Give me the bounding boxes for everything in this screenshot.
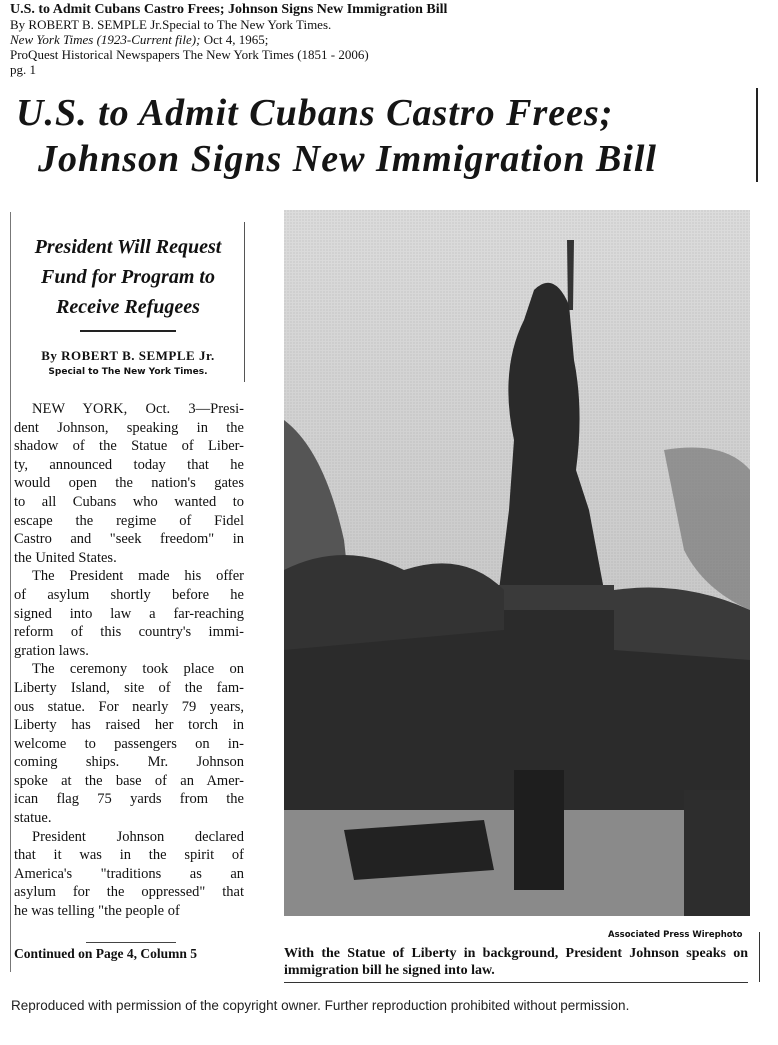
article-line: dent Johnson, speaking in the xyxy=(14,419,244,436)
article-line: the United States. xyxy=(14,549,117,566)
citation-page: pg. 1 xyxy=(10,62,36,77)
article-byline: By ROBERT B. SEMPLE Jr. xyxy=(41,348,215,363)
headline-line-2: Johnson Signs New Immigration Bill xyxy=(38,138,657,180)
article-deck xyxy=(10,232,246,322)
caption-side-rule xyxy=(759,932,760,982)
article-line: escape the regime of Fidel xyxy=(14,512,244,529)
citation-title: U.S. to Admit Cubans Castro Frees; Johnson Signs New Immigration Bill xyxy=(10,2,448,17)
article-line: ican flag 75 yards from the xyxy=(14,791,244,808)
article-line: welcome to passengers on in- xyxy=(14,735,244,752)
article-line: America's "traditions as an xyxy=(14,865,244,882)
article-line: Castro and "seek freedom" in xyxy=(14,531,244,548)
article-line: spoke at the base of an Amer- xyxy=(14,772,244,789)
article-line: he was telling "the people of xyxy=(14,903,180,920)
copyright-footer: Reproduced with permission of the copyright owner. Further reproduction prohibited without permission. xyxy=(11,998,630,1013)
article-line: of asylum shortly before he xyxy=(14,586,244,603)
citation-date: Oct 4, 1965; xyxy=(200,32,269,47)
article-line: ous statue. For nearly 79 years, xyxy=(14,698,244,715)
photo-credit: Associated Press Wirephoto xyxy=(608,930,743,940)
article-line: asylum for the oppressed" that xyxy=(14,884,244,901)
article-line: The ceremony took place on xyxy=(32,661,244,678)
statue-of-liberty-photo xyxy=(284,210,750,916)
article-column-header xyxy=(10,212,246,378)
article-body xyxy=(14,400,244,921)
headline xyxy=(0,90,770,182)
headline-line-1: U.S. to Admit Cubans Castro Frees; xyxy=(16,92,614,134)
article-line: that it was in the spirit of xyxy=(14,847,244,864)
deck-divider xyxy=(80,330,176,332)
deck-line: Fund for Program to xyxy=(41,266,215,288)
article-line: gration laws. xyxy=(14,642,89,659)
deck-line: President Will Request xyxy=(34,236,222,258)
article-line: statue. xyxy=(14,810,52,827)
article-line: Liberty Island, site of the fam- xyxy=(14,679,244,696)
article-special: Special to The New York Times. xyxy=(48,367,208,377)
citation-block xyxy=(10,2,447,77)
article-line: coming ships. Mr. Johnson xyxy=(14,754,244,771)
article-line: to all Cubans who wanted to xyxy=(14,493,244,510)
article-line: Liberty has raised her torch in xyxy=(14,717,244,734)
continued-note: Continued on Page 4, Column 5 xyxy=(14,946,198,961)
article-line: President Johnson declared xyxy=(32,828,244,845)
citation-byline: By ROBERT B. SEMPLE Jr.Special to The New York Times. xyxy=(10,17,332,32)
deck-line: Receive Refugees xyxy=(56,296,200,318)
article-line: ty, announced today that he xyxy=(14,456,244,473)
caption-rule xyxy=(284,982,748,983)
continued-rule xyxy=(86,942,176,943)
citation-source: New York Times (1923-Current file); xyxy=(10,32,201,47)
article-line: The President made his offer xyxy=(32,568,244,585)
citation-database: ProQuest Historical Newspapers The New York Times (1851 - 2006) xyxy=(10,47,369,62)
article-line: reform of this country's immi- xyxy=(14,624,244,641)
headline-rule xyxy=(756,88,758,182)
photo-caption: With the Statue of Liberty in background, President Johnson speaks on immigration bill he signed into law. xyxy=(284,946,748,978)
article-line: would open the nation's gates xyxy=(14,475,244,492)
article-line: shadow of the Statue of Liber- xyxy=(14,438,244,455)
article-line: signed into law a far-reaching xyxy=(14,605,244,622)
article-line: NEW YORK, Oct. 3—Presi- xyxy=(32,401,244,417)
